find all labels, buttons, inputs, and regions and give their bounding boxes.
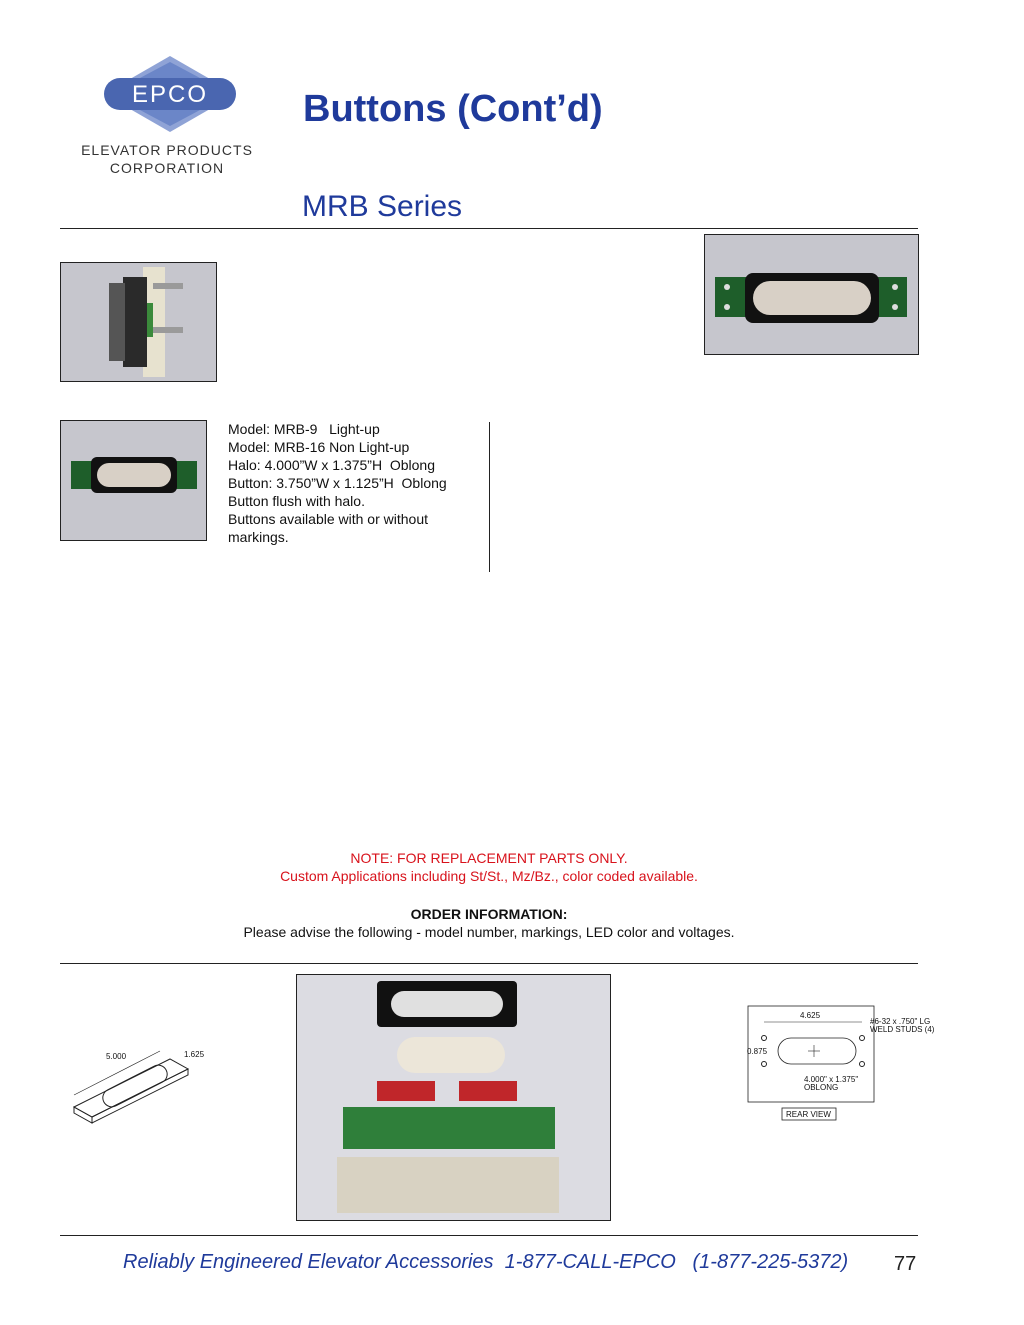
order-info-text: Please advise the following - model number, markings, LED color and voltages.: [243, 924, 735, 940]
dim-depth-label: 1.625: [184, 1050, 205, 1059]
rear-view-label: REAR VIEW: [786, 1110, 831, 1119]
button-front-photo-small: [60, 420, 207, 541]
isometric-drawing: [70, 1025, 220, 1135]
oblong-size-label: 4.000" x 1.375": [804, 1075, 859, 1084]
logo-badge-text: EPCO: [131, 81, 209, 108]
spec-line-flush: Button flush with halo.: [228, 493, 365, 509]
spec-line-markings-1: Buttons available with or without: [228, 511, 428, 527]
dim-width-label: 5.000: [106, 1052, 127, 1061]
spec-line-markings-2: markings.: [228, 529, 289, 545]
spec-list: [228, 420, 483, 546]
series-subtitle: MRB Series: [302, 190, 463, 223]
button-side-photo: [60, 262, 217, 382]
oblong-label: OBLONG: [804, 1083, 839, 1092]
page-number: 77: [894, 1253, 917, 1275]
logo-line-1: ELEVATOR PRODUCTS: [81, 142, 253, 158]
spec-line-model-mrb9: Model: MRB-9 Light-up: [228, 421, 380, 437]
replacement-note-line-2: Custom Applications including St/St., Mz/Bz., color coded available.: [280, 868, 698, 884]
weld-studs-label-2: WELD STUDS (4): [870, 1025, 934, 1034]
spec-line-model-mrb16: Model: MRB-16 Non Light-up: [228, 439, 410, 455]
logo-line-2: CORPORATION: [109, 160, 225, 176]
spec-line-button: Button: 3.750”W x 1.125”H Oblong: [228, 475, 447, 491]
spec-vertical-divider: [489, 422, 490, 572]
rear-view-drawing: [744, 996, 934, 1126]
page-title: Buttons (Cont’d): [303, 88, 603, 130]
rear-dim-top-label: 4.625: [800, 1011, 821, 1020]
footer-tagline: Reliably Engineered Elevator Accessories 1-877-CALL-EPCO (1-877-225-5372): [123, 1251, 849, 1273]
rear-dim-left-label: 0.875: [747, 1047, 768, 1056]
footer-divider: [60, 1235, 918, 1236]
replacement-note-line-1: NOTE: FOR REPLACEMENT PARTS ONLY.: [350, 850, 628, 866]
epco-badge-graphic: [62, 52, 272, 142]
order-info-heading: ORDER INFORMATION:: [410, 906, 568, 922]
exploded-parts-photo: [296, 974, 611, 1221]
weld-studs-label-1: #6-32 x .750" LG: [870, 1017, 931, 1026]
header-divider: [60, 228, 918, 229]
button-front-photo-large: [704, 234, 919, 355]
spec-line-halo: Halo: 4.000”W x 1.375”H Oblong: [228, 457, 435, 473]
order-divider: [60, 963, 918, 964]
company-logo: [62, 52, 272, 182]
